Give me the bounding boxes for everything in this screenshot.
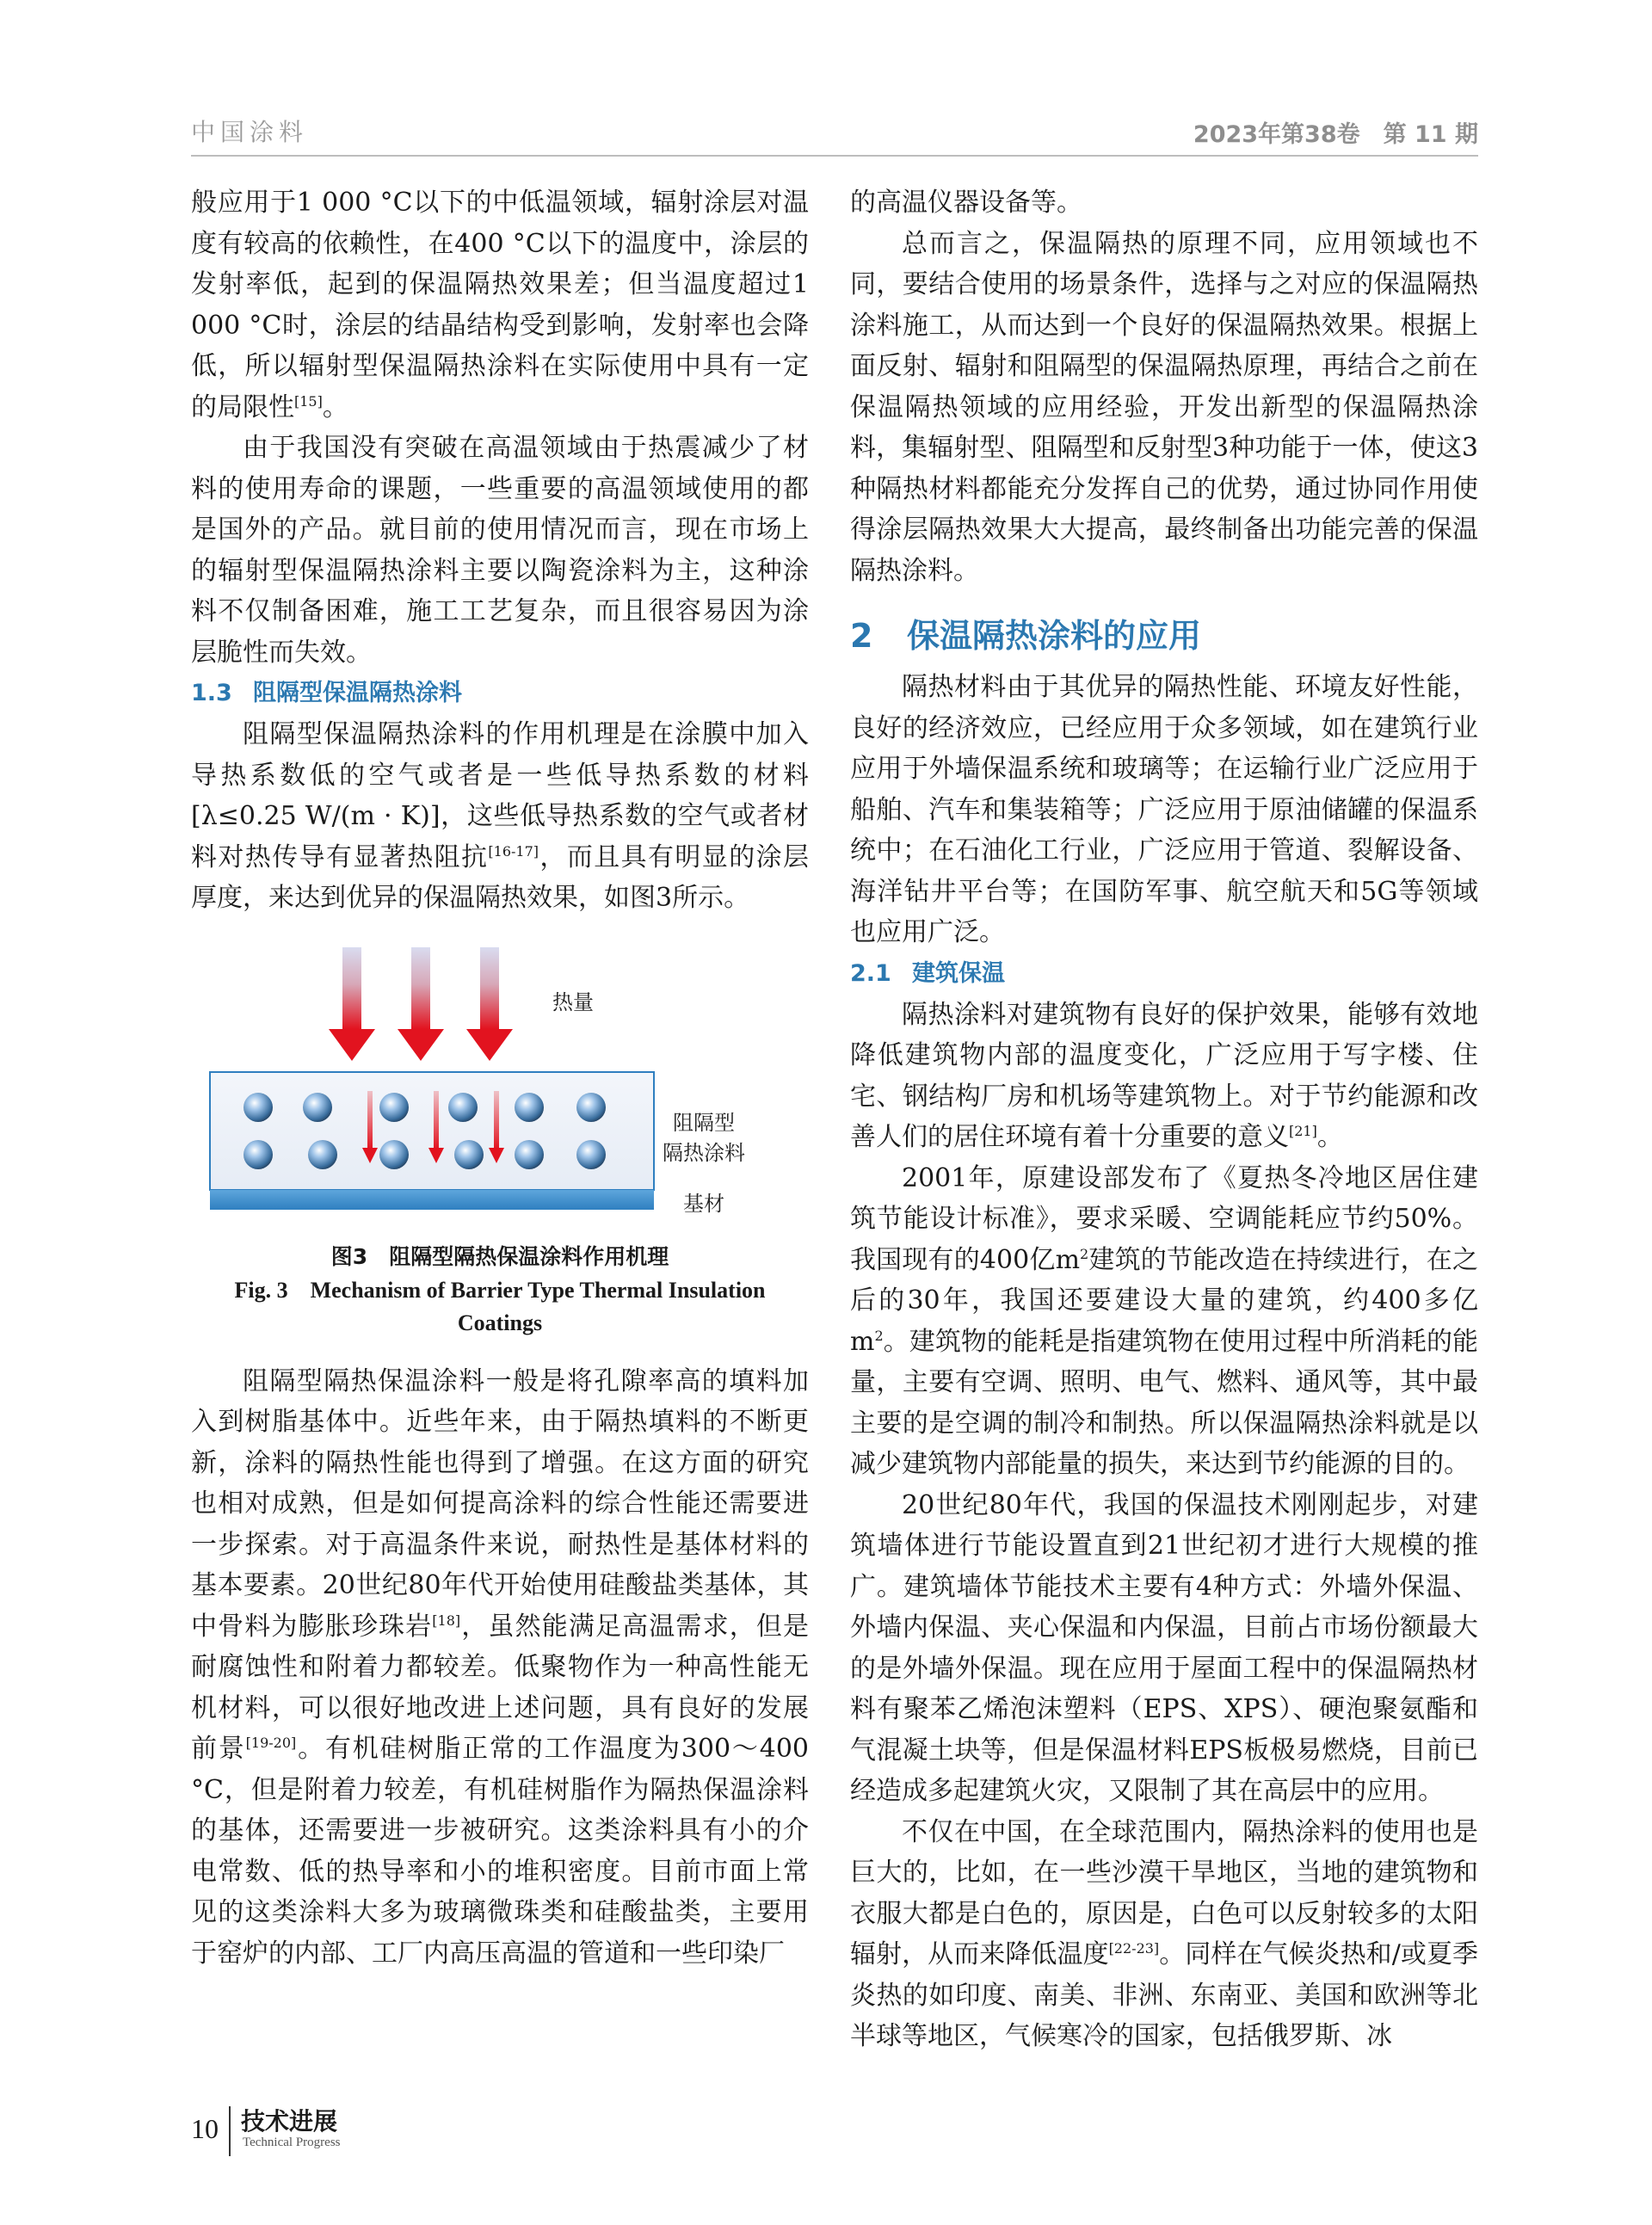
substrate-layer [210,1190,654,1210]
caption-en-line2: Coatings [457,1310,543,1335]
paragraph: 隔热涂料对建筑物有良好的保护效果，能够有效地降低建筑物内部的温度变化，广泛应用于写字楼、住宅、钢结构厂房和机场等建筑物上。对于节约能源和改善人们的居住环境有着十分重要的意义[21]。 [850,999,1478,1152]
paragraph: 阻隔型保温隔热涂料的作用机理是在涂膜中加入导热系数低的空气或者是一些低导热系数的材料[λ≤0.25 W/(m · K)]，这些低导热系数的空气或者材料对热传导有显著热阻抗[16-17]，而且具有明显的涂层厚度，来达到优异的保温隔热效果，如图3所示。 [191,719,810,913]
citation: [16-17] [488,842,539,860]
caption-en-line1: Fig. 3 Mechanism of Barrier Type Thermal Insulation [234,1277,766,1303]
coating-layer [210,1072,654,1190]
label-coating-1: 阻隔型 [673,1110,735,1135]
paragraph: 不仅在中国，在全球范围内，隔热涂料的使用也是巨大的，比如，在一些沙漠干旱地区，当地的建筑物和衣服大都是白色的，原因是，白色可以反射较多的太阳辐射，从而来降低温度[22-23]。同样在气候炎热和/或夏季炎热的如印度、南美、非洲、东南亚、美国和欧洲等北半球等地区，气候寒冷的国家，包括俄罗斯、冰 [850,1816,1479,2051]
label-coating-2: 隔热涂料 [663,1140,745,1165]
paragraph: 由于我国没有突破在高温领域由于热震减少了材料的使用寿命的课题，一些重要的高温领域使用的都是国外的产品。就目前的使用情况而言，现在市场上的辐射型保温隔热涂料主要以陶瓷涂料为主，这种涂料不仅制备困难，施工工艺复杂，而且很容易因为涂层脆性而失效。 [191,433,809,668]
figure-3 [191,945,809,1335]
paragraph: 阻隔型隔热保温涂料一般是将孔隙率高的填料加入到树脂基体中。近些年来，由于隔热填料的不断更新，涂料的隔热性能也得到了增强。在这方面的研究也相对成熟，但是如何提高涂料的综合性能还需要进一步探索。对于高温条件来说，耐热性是基体材料的基本要素。20世纪80年代开始使用硅酸盐类基体，其中骨料为膨胀珍珠岩[18]，虽然能满足高温需求，但是耐腐蚀性和附着力都较差。低聚物作为一种高性能无机材料，可以很好地改进上述问题，具有良好的发展前景[19-20]。有机硅树脂正常的工作温度为300～400 °C，但是附着力较差，有机硅树脂作为隔热保温涂料的基体，还需要进一步被研究。这类涂料具有小的介电常数、低的热导率和小的堆积密度。目前市面上常见的这类涂料大多为玻璃微珠类和硅酸盐类，主要用于窑炉的内部、工厂内高压高温的管道和一些印染厂 [191,1365,810,1969]
section-heading-2-1: 2.1 建筑保温 [850,959,1005,987]
citation: [19-20] [245,1735,297,1751]
section-name-cn: 技术进展 [241,2107,338,2136]
paragraph: 般应用于1 000 °C以下的中低温领域，辐射涂层对温度有较高的依赖性，在400 °C以下的温度中，涂层的发射率低，起到的保温隔热效果差；但当温度超过1 000 °C时，涂层的结晶结构受到影响，发射率也会降低，所以辐射型保温隔热涂料在实际使用中具有一定的局限性[15]。 [191,188,809,422]
heat-arrow [329,947,375,1061]
citation: [21] [1289,1123,1317,1139]
citation: [22-23] [1108,1940,1160,1957]
caption-cn: 图3 阻隔型隔热保温涂料作用机理 [330,1243,669,1269]
label-heat: 热量 [552,989,594,1014]
paragraph: 20世纪80年代，我国的保温技术刚刚起步，对建筑墙体进行节能设置直到21世纪初才进行大规模的推广。建筑墙体节能技术主要有4种方式：外墙外保温、外墙内保温、夹心保温和内保温，目前占市场份额最大的是外墙外保温。现在应用于屋面工程中的保温隔热材料有聚苯乙烯泡沫塑料（EPS、XPS）、硬泡聚氨酯和气混凝土块等，但是保温材料EPS板极易燃烧，目前已经造成多起建筑火灾，又限制了其在高层中的应用。 [850,1489,1478,1806]
heat-arrow [398,947,444,1061]
paragraph: 2001年，原建设部发布了《夏热冬冷地区居住建筑节能设计标准》，要求采暖、空调能耗应节约50%。我国现有的400亿$m^2$建筑的节能改造在持续进行，在之后的30年，我国还要建设大量的建筑，约400多亿$m^2$。建筑物的能耗是指建筑物在使用过程中所消耗的能量，主要有空调、照明、电气、燃料、通风等，其中最主要的是空调的制冷和制热。所以保温隔热涂料就是以减少建筑物内部能量的损失，来达到节约能源的目的。 [850,1162,1478,1479]
paragraph: 总而言之，保温隔热的原理不同，应用领域也不同，要结合使用的场景条件，选择与之对应的保温隔热涂料施工，从而达到一个良好的保温隔热效果。根据上面反射、辐射和阻隔型的保温隔热原理，再结合之前在保温隔热领域的应用经验，开发出新型的保温隔热涂料，集辐射型、阻隔型和反射型3种功能于一体，使这3种隔热材料都能充分发挥自己的优势，通过协同作用使得涂层隔热效果大大提高，最终制备出功能完善的保温隔热涂料。 [850,228,1478,586]
footer-divider [229,2106,231,2156]
citation: [18] [432,1612,461,1629]
section-heading-1-3: 1.3 阻隔型保温隔热涂料 [191,680,462,706]
label-substrate: 基材 [683,1191,724,1216]
section-heading-2: 2 保温隔热涂料的应用 [850,617,1202,655]
journal-name: 中国涂料 [191,118,309,146]
page-number: 10 [191,2113,219,2144]
right-column [850,182,1478,2057]
section-name-en: Technical Progress [243,2136,341,2149]
heat-arrow [466,947,513,1061]
figure-caption [191,1240,809,1340]
left-column [191,182,809,1974]
citation: [15] [294,392,323,410]
issue-info: 2023年第38卷 第 11 期 [1193,121,1478,148]
paragraph: 的高温仪器设备等。 [850,188,1082,218]
page-header [191,110,1478,157]
paragraph: 隔热材料由于其优异的隔热性能、环境友好性能，良好的经济效应，已经应用于众多领域，如在建筑行业应用于外墙保温系统和玻璃等；在运输行业广泛应用于船舶、汽车和集装箱等；广泛应用于原油储罐的保温系统中；在石油化工行业，广泛应用于管道、裂解设备、海洋钻井平台等；在国防军事、航空航天和5G等领域也应用广泛。 [850,672,1478,947]
